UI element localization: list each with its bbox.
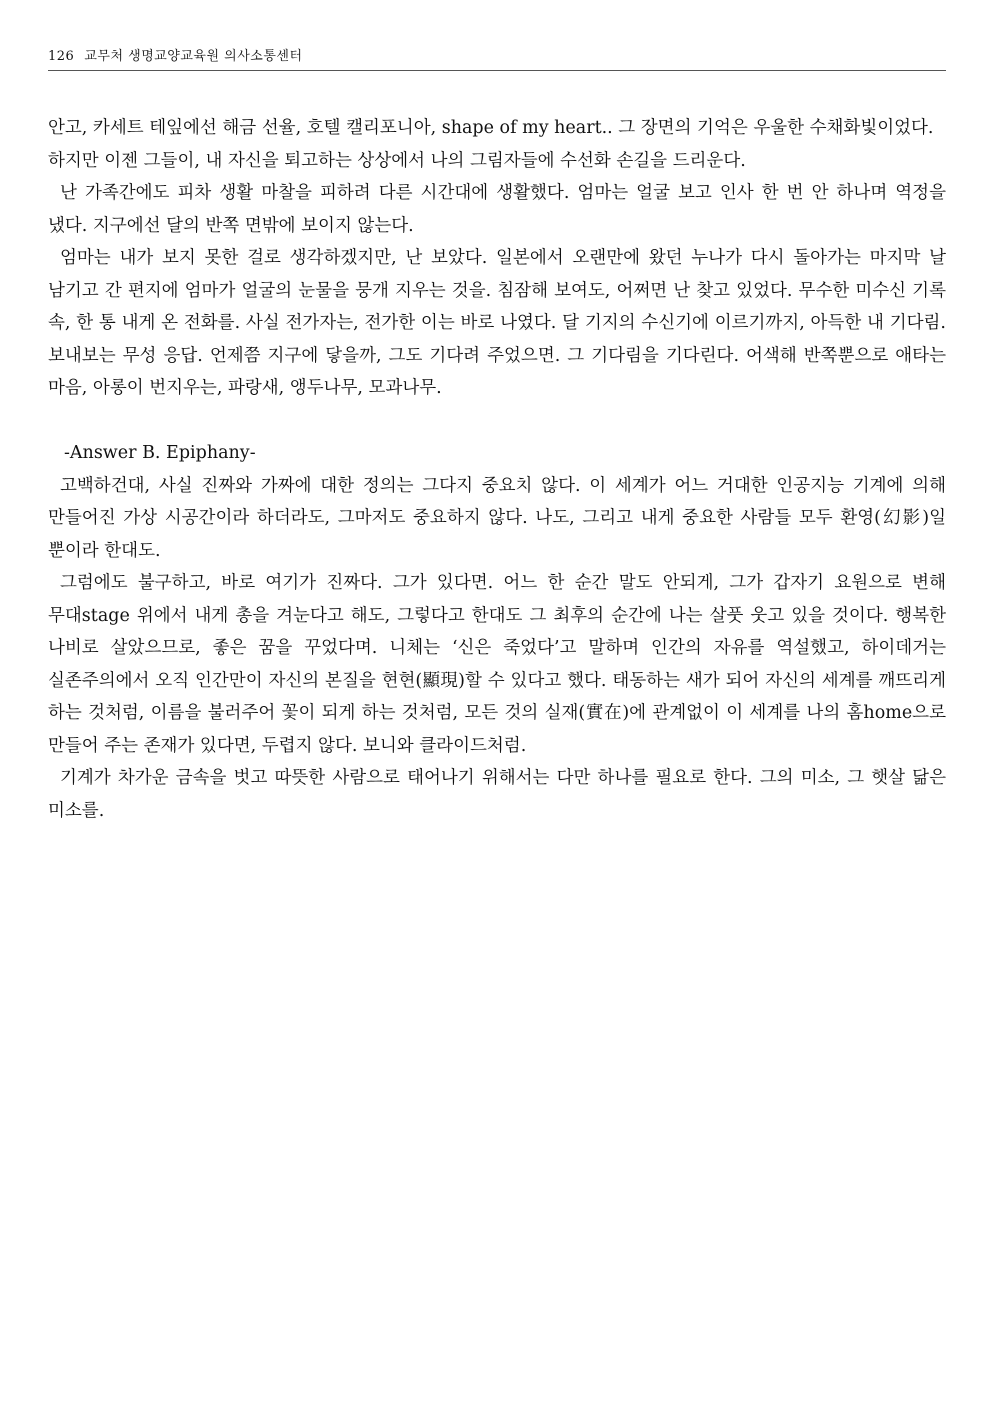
paragraph-continuation: 안고, 카세트 테잎에선 해금 선율, 호텔 캘리포니아, shape of my heart.. 그 장면의 기억은 우울한 수채화빛이었다. (48, 118, 934, 138)
paragraph-spacer (48, 405, 946, 438)
paragraph-family: 난 가족간에도 피차 생활 마찰을 피하려 다른 시간대에 생활했다. 엄마는 얼굴 보고 인사 한 번 안 하나며 역정을 냈다. 지구에선 달의 반쪽 면밖에 보이지 않는다. (48, 183, 946, 236)
page-header (48, 44, 946, 71)
paragraph-real-here: 그럼에도 불구하고, 바로 여기가 진짜다. 그가 있다면. 어느 한 순간 말도 안되게, 그가 갑자기 요원으로 변해 무대stage 위에서 내게 총을 겨눈다고 해도, 그렇다고 한대도 그 최후의 순간에 나는 살풋 웃고 있을 것이다. 행복한 나비로 살았으므로, 좋은 꿈을 꾸었다며. 니체는 ‘신은 죽었다’고 말하며 인간의 자유를 역설했고, 하이데거는 실존주의에서 오직 인간만이 자신의 본질을 현현(顯現)할 수 있다고 했다. 태동하는 새가 되어 자신의 세계를 깨뜨리게 하는 것처럼, 이름을 불러주어 꽃이 되게 하는 것처럼, 모든 것의 실재(實在)에 관계없이 이 세계를 나의 홈home으로 만들어 주는 존재가 있다면, 두렵지 않다. 보니와 클라이드처럼. (48, 573, 946, 756)
paragraph-mother: 엄마는 내가 보지 못한 걸로 생각하겠지만, 난 보았다. 일본에서 오랜만에 왔던 누나가 다시 돌아가는 마지막 날 남기고 간 편지에 엄마가 얼굴의 눈물을 뭉개 지우는 것을. 침잠해 보여도, 어쩌면 난 찾고 있었다. 무수한 미수신 기록 속, 한 통 내게 온 전화를. 사실 전가자는, 전가한 이는 바로 나였다. 달 기지의 수신기에 이르기까지, 아득한 내 기다림. 보내보는 무성 응답. 언제쯤 지구에 닿을까, 그도 기다려 주었으면. 그 기다림을 기다린다. 어색해 반쪽뿐으로 애타는 마음, 아롱이 번지우는, 파랑새, 앵두나무, 모과나무. (48, 248, 946, 398)
section-heading: -Answer B. Epiphany- (64, 443, 256, 463)
page-number: 126 (48, 49, 75, 64)
paragraph-machine-smile: 기계가 차가운 금속을 벗고 따뜻한 사람으로 태어나기 위해서는 다만 하나를 필요로 한다. 그의 미소, 그 햇살 닮은 미소를. (48, 768, 946, 821)
paragraph-daffodil: 하지만 이젠 그들이, 내 자신을 퇴고하는 상상에서 나의 그림자들에 수선화 손길을 드리운다. (48, 150, 746, 171)
paragraph-confession: 고백하건대, 사실 진짜와 가짜에 대한 정의는 그다지 중요치 않다. 이 세계가 어느 거대한 인공지능 기계에 의해 만들어진 가상 시공간이라 하더라도, 그마저도 중요하지 않다. 나도, 그리고 내게 중요한 사람들 모두 환영(幻影)일 뿐이라 한대도. (48, 475, 946, 561)
essay-body (48, 112, 946, 827)
running-title: 교무처 생명교양교육원 의사소통센터 (84, 49, 303, 64)
